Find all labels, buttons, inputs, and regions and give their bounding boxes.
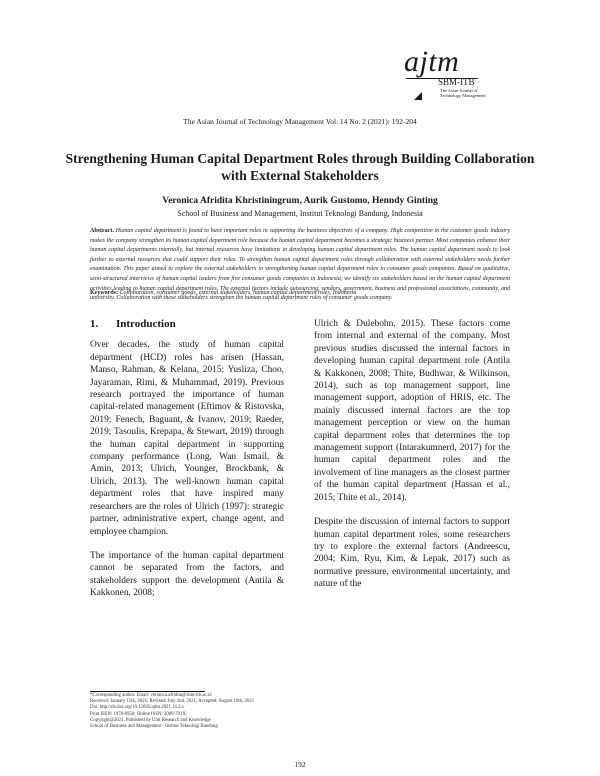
logo-wordmark: ajtm [404,45,460,78]
page-number: 192 [294,760,306,769]
paper-title: Strengthening Human Capital Department Roles through Building Collaboration with External Stakeholders [65,151,535,183]
footnote-line: Doi: http://dx.doi.org/10.12695/ajtm.2021.14.2.x [90,705,184,711]
keywords-text: Collaboration, consumer goods, external stakeholders, human capital department roles, Indonesia [119,290,357,296]
paragraph: The importance of the human capital department cannot be separated from the factors, and stakeholders support the development (Antila & Kakkonen, 2008; [90,550,284,599]
abstract-text: Human capital department is found to have important roles in supporting the business objectives of a company. High competition in the customer goods industry makes the company strengthen its human capital department role because the human capital department becomes a strategic business partner. Most companies enhance their human capital departments internally, but internal resources have limitations in developing human capital department roles. The human capital department needs to look further to external resources that could support their roles. To strengthen human capital department roles through collaboration with external stakeholders needs further examination. This paper aimed to explore the external stakeholders in strengthening human capital department roles in consumer goods companies. Based on qualitative, semi-structured interviews of human capital leaders from five consumer goods companies in Indonesia, we identify six stakeholders based on the human capital department activities leading to human capital department roles. The external factors include outsourcing, vendors, government, business and professional associations, community, and university. Collaboration with these stakeholders strengthen the human capital department roles of consumer goods company. [90,228,510,302]
journal-citation-line: The Asian Journal of Technology Management Vol. 14 No. 2 (2021): 192-204 [183,117,417,126]
left-column [90,318,284,600]
author-list: Veronica Afridita Khristiningrum, Aurik Gustomo, Henndy Ginting [162,196,438,206]
logo-triangle-icon [414,92,422,100]
paragraph: Over decades, the study of human capital department (HCD) roles has arisen (Hassan, Manso, Rahman, & Kelana, 2015; Yusliza, Choo, Jayaraman, Rimi, & Muhammad, 2019). Previous research portrayed the importance of human capital-related management (Eftimov & Ristovska, 2019; Fenech, Baguant, & Ivanov, 2019; Raeder, 2019; Tasoulis, Krepapa, & Stewart, 2019) through the human capital department in supporting company performance (Long, Wan Ismail, & Amin, 2013; Ulrich, Younger, Brockbank, & Ulrich, 2013). The well-known human capital department roles that have inspired many researchers are the roles of Ulrich (1997): strategic partner, administrative expert, change agent, and employee champion. [90,340,284,537]
footnote-line: School of Business and Management - Institut Teknologi Bandung [90,724,218,730]
section-heading [90,318,284,330]
right-column [314,318,510,591]
footnote-line: *Corresponding author. Email: veronica.afridita@sbm-itb.ac.id [90,693,212,698]
section-number: 1. [90,318,99,330]
keywords-label: Keywords: [90,290,118,296]
footnote-line: Print ISSN: 1978-6956; Online ISSN: 2089-791X. [90,711,188,717]
footnote-rule [90,691,205,692]
keywords [90,290,510,296]
paragraph: Despite the discussion of internal factors to support human capital department roles, some researchers try to explore the external factors (Andreescu, 2004; Kim, Ryu, Kim, & Lepak, 2017) such as normative pressure, environmental uncertainty, and nature of the [314,517,510,590]
logo-subtitle: SBM-ITB [438,77,475,87]
author-affiliation: School of Business and Management, Institut Teknologi Bandung, Indonesia [177,209,423,218]
paragraph: Ulrich & Dulebohn, 2015). These factors come from internal and external of the company. Most previous studies discussed the internal factors in developing human capital department role (Antila & Kakkonen, 2008; Thite, Budhwar, & Wilkinson, 2014), such as top management support, line management support, adoption of HRIS, etc. The mainly discussed internal factors are the top management perception or view on the human capital department roles that determines the top management support (Intarakumnerd, 2017) for the human capital department roles and the involvement of line managers as the closest partner of the human capital department (Hassan et al., 2015; Thite et al., 2014). [314,319,510,503]
section-title: Introduction [116,318,176,330]
logo-journal-name: The Asian Journal of Technology Management [440,88,486,98]
footnotes [90,693,390,730]
footnote-line: Copyright@2021. Published by Unit Research and Knowledge [90,717,211,723]
footnote-line: Received: January 15th, 2021; Revised: July 2nd, 2021; Accepted: August 19th, 2021 [90,699,255,705]
abstract-label: Abstract. [90,228,114,234]
